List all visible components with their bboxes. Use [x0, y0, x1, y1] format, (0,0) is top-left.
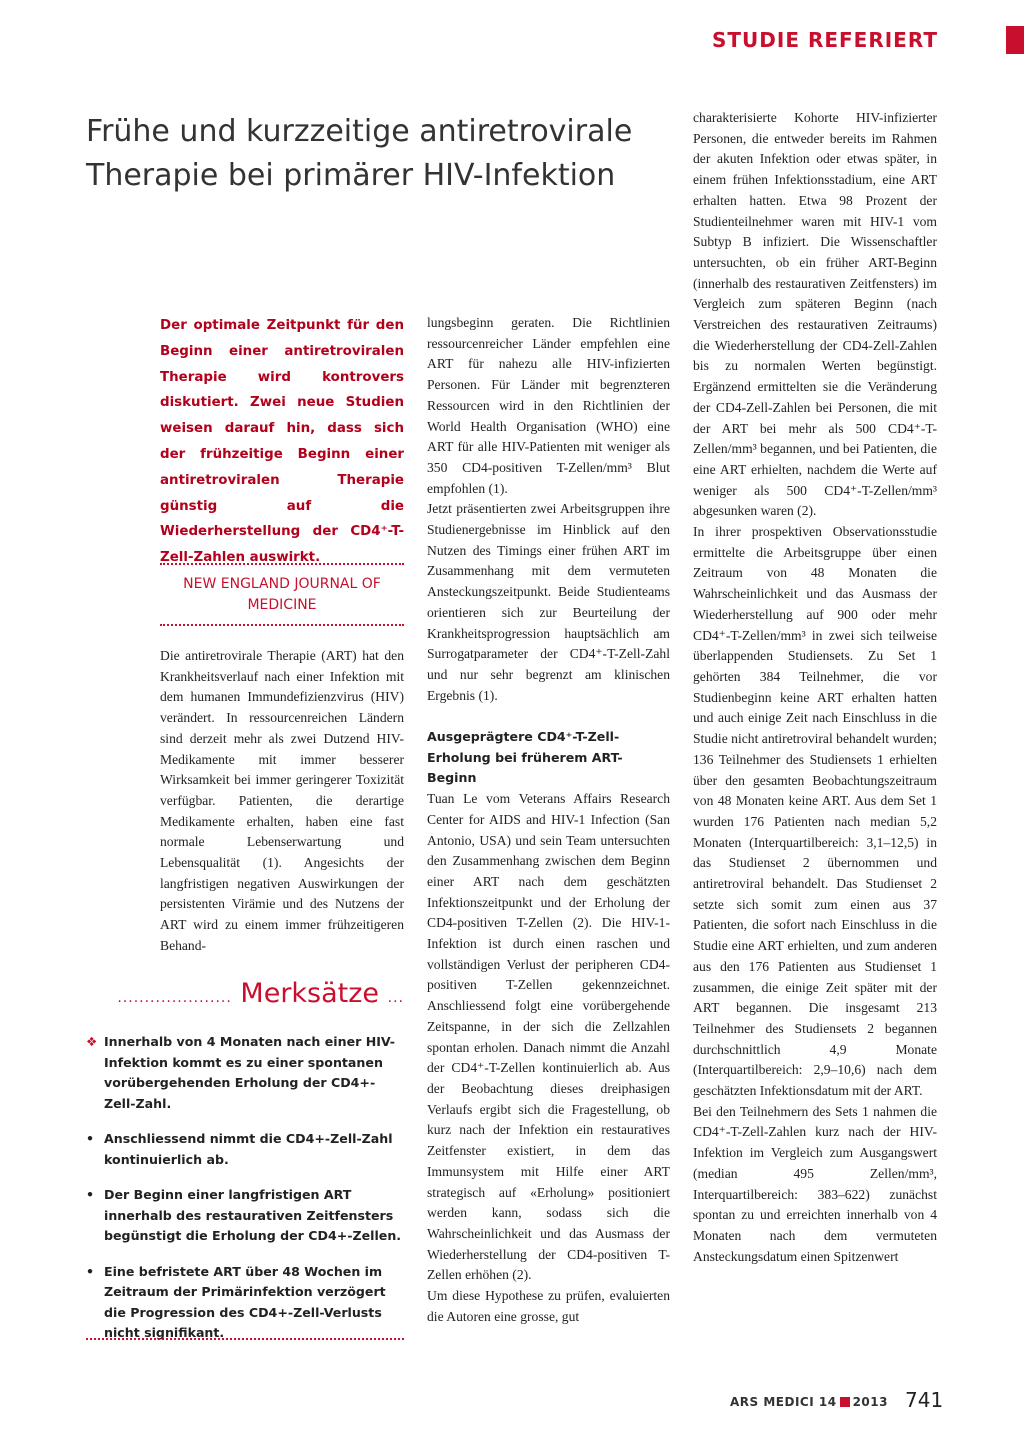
diamond-bullet-icon: ❖ — [86, 1034, 98, 1049]
list-item — [86, 1032, 404, 1114]
square-separator-icon — [840, 1397, 850, 1407]
paragraph: In ihrer prospektiven Observationsstudie ermittelte die Arbeitsgruppe über einen Zeitraum von 48 Monaten die Wahrscheinlichkeit und das Ausmass der Wiederherstellung auf 900 oder mehr CD4⁺-T-Zellen/mm³ in zwei sich teilweise überlappenden Studiensets. Zu Set 1 gehörten 384 Teilnehmer, die vor Studienbeginn keine ART erhalten hatten und auch einige Zeit nach Einschluss in die Studie nicht antiretroviral behandelt wurden; 136 Teilnehmer des Studiensets 1 erhielten über den gesamten Beobachtungszeitraum von 48 Monaten keine ART. Aus dem Set 1 wurden 176 Patienten nach median 5,2 Monaten (Interquartilbereich: 3,1–12,5) in das Studienset 2 übernommen und antiretroviral behandelt. Das Studienset 2 setzte sich somit zum einen aus 37 Patienten, die sofort nach Einschluss in die Studie eine ART erhielten, und zum anderen aus den 176 Patienten aus Studienset 1 zusammen, die einige Zeit später mit der ART begannen. Die insgesamt 213 Teilnehmer des Studiensets 2 begannen durchschnittlich 4,9 Monate (Interquartilbereich: 2,9–10,6) nach dem geschätzten Infektionsdatum mit der ART. — [693, 524, 937, 1099]
journal-source: NEW ENGLAND JOURNAL OF MEDICINE — [183, 576, 381, 613]
section-marker-block — [1006, 26, 1024, 54]
footer-journal-name: ARS MEDICI 14 — [730, 1395, 837, 1409]
journal-divider-top — [160, 563, 404, 565]
merksaetze-heading-row — [86, 976, 404, 1016]
body-column-1 — [160, 646, 404, 957]
paragraph: charakterisierte Kohorte HIV-infizierter Personen, die entweder bereits im Rahmen der akuten Infektion oder etwas später, in einem frühen Infektionsstadium, eine ART erhalten hatten. Etwa 98 Prozent der Studienteilnehmer waren mit HIV-1 vom Subtyp B infiziert. Die Wissenschaftler untersuchten, ob ein früher ART-Beginn (innerhalb des restaurativen Zeitfensters) im Vergleich zum späteren Beginn (nach Verstreichen des restaurativen Zeitraums) die Wiederherstellung der CD4-Zell-Zahlen bis zu normalen Werten begünstigt. Ergänzend ermittelten sie die Veränderung der CD4-Zell-Zahlen bei Personen, die mit der ART bei mehr als 500 CD4⁺-T-Zellen/mm³ begannen, und bei Patienten, die eine ART erhielten, nachdem die Werte auf weniger als 500 CD4⁺-T-Zellen/mm³ abgesunken waren (2). — [693, 110, 937, 519]
paragraph: Um diese Hypothese zu prüfen, evaluierten die Autoren eine grosse, gut — [427, 1288, 670, 1324]
section-subheading: Ausgeprägtere CD4⁺-T-Zell-Erholung bei früherem ART-Beginn — [427, 729, 623, 786]
merksaetze-list — [86, 1032, 404, 1359]
heading-dots-right: ... — [387, 990, 404, 1006]
spacer — [427, 706, 670, 727]
article-title: Frühe und kurzzeitige antiretrovirale Therapie bei primärer HIV-Infektion — [86, 114, 633, 193]
merksaetze-heading: Merksätze — [240, 978, 380, 1009]
bullet-icon: • — [86, 1187, 95, 1202]
bullet-icon: • — [86, 1131, 95, 1146]
paragraph: Tuan Le vom Veterans Affairs Research Center for AIDS and HIV-1 Infection (San Antonio, USA) und sein Team untersuchten den Zusammenhang zwischen dem Beginn einer ART nach dem geschätzten Infektionszeitpunkt und der Erholung der CD4-positiven T-Zellen (2). Die HIV-1-Infektion ist durch einen raschen und vollständigen Verlust der peripheren CD4-positiven T-Zellen gekennzeichnet. Anschliessend folgt eine vorübergehende Zeitspanne, in der sich die Zellzahlen spontan erholen. Danach nimmt die Anzahl der CD4⁺-T-Zellen kontinuierlich ab. Aus der Beobachtung dieses dreiphasigen Verlaufs ergibt sich die Fragestellung, ob kurz nach der Infektion ein restauratives Zeitfenster existiert, in dem das Immunsystem mit Hilfe einer ART strategisch auf «Erholung» positioniert werden kann, sodass sich die Wahrscheinlichkeit und das Ausmass der Wiederherstellung der CD4-positiven T-Zellen erhöhen (2). — [427, 791, 670, 1283]
list-item — [86, 1129, 404, 1170]
bullet-icon: • — [86, 1263, 95, 1279]
body-column-2 — [427, 313, 670, 1327]
list-item-text: Eine befristete ART über 48 Wochen im Zeitraum der Primärinfektion verzögert die Progression des CD4+-Zell-Verlusts nicht signifikant. — [104, 1263, 386, 1340]
footer-year: 2013 — [852, 1395, 888, 1409]
paragraph: Die antiretrovirale Therapie (ART) hat den Krankheitsverlauf nach einer Infektion mit dem humanen Immundefizienzvirus (HIV) verändert. In ressourcenreichen Ländern sind derzeit mehr als zwei Dutzend HIV-Medikamente mit immer besserer Wirksamkeit bei immer geringerer Toxizität verfügbar. Patienten, die derartige Medikamente erhalten, haben eine fast normale Lebenserwartung und Lebensqualität (1). Angesichts der langfristigen negativen Auswirkungen der persistenten Virämie und des Nutzens der ART wird zu einem immer frühzeitigeren Behand- — [160, 648, 404, 953]
merksaetze-divider-bottom — [86, 1338, 404, 1340]
heading-dots-left: ..................... — [117, 990, 232, 1006]
list-item — [86, 1185, 404, 1247]
paragraph: lungsbeginn geraten. Die Richtlinien ressourcenreicher Länder empfehlen eine ART für nahezu alle HIV-infizierten Personen. Für Länder mit begrenzteren Ressourcen wird in den Richtlinien der World Health Organisation (WHO) eine ART für alle HIV-Patienten mit weniger als 350 CD4-positiven T-Zellen/mm³ Blut empfohlen (1). — [427, 315, 670, 496]
list-item-text: Innerhalb von 4 Monaten nach einer HIV-Infektion kommt es zu einer spontanen vorübergehenden Erholung der CD4+-Zell-Zahl. — [104, 1034, 395, 1111]
list-item-text: Der Beginn einer langfristigen ART innerhalb des restaurativen Zeitfensters begünstigt die Erholung der CD4+-Zellen. — [104, 1187, 402, 1243]
list-item — [86, 1262, 404, 1344]
footer-journal — [730, 1395, 888, 1409]
paragraph: Jetzt präsentierten zwei Arbeitsgruppen ihre Studienergebnisse im Hinblick auf den Nutzen des Timings einer frühen ART im Zusammenhang mit dem vermuteten Ansteckungszeitpunkt. Beide Studienteams orientieren sich zur Beurteilung der Krankheitsprogression hauptsächlich am Surrogatparameter der CD4⁺-T-Zell-Zahl und nur sehr begrenzt am klinischen Ergebnis (1). — [427, 501, 670, 703]
journal-divider-bottom — [160, 624, 404, 626]
article-lead: Der optimale Zeitpunkt für den Beginn einer antiretroviralen Therapie wird kontrovers diskutiert. Zwei neue Studien weisen darauf hin, dass sich der frühzeitige Beginn einer antiretroviralen Therapie günstig auf die Wiederherstellung der CD4⁺-T-Zell-Zahlen auswirkt. — [160, 318, 404, 566]
list-item-text: Anschliessend nimmt die CD4+-Zell-Zahl kontinuierlich ab. — [104, 1131, 393, 1167]
body-column-3 — [693, 108, 937, 1267]
paragraph: Bei den Teilnehmern des Sets 1 nahmen die CD4⁺-T-Zell-Zahlen kurz nach der HIV-Infektion im Vergleich zum Ausgangswert (median 495 Zellen/mm³, Interquartilbereich: 383–622) zunächst spontan zu und erreichten innerhalb von 4 Monaten nach dem vermuteten Ansteckungsdatum einen Spitzenwert — [693, 1103, 937, 1264]
section-label: STUDIE REFERIERT — [712, 28, 938, 52]
page-number: 741 — [905, 1388, 944, 1412]
